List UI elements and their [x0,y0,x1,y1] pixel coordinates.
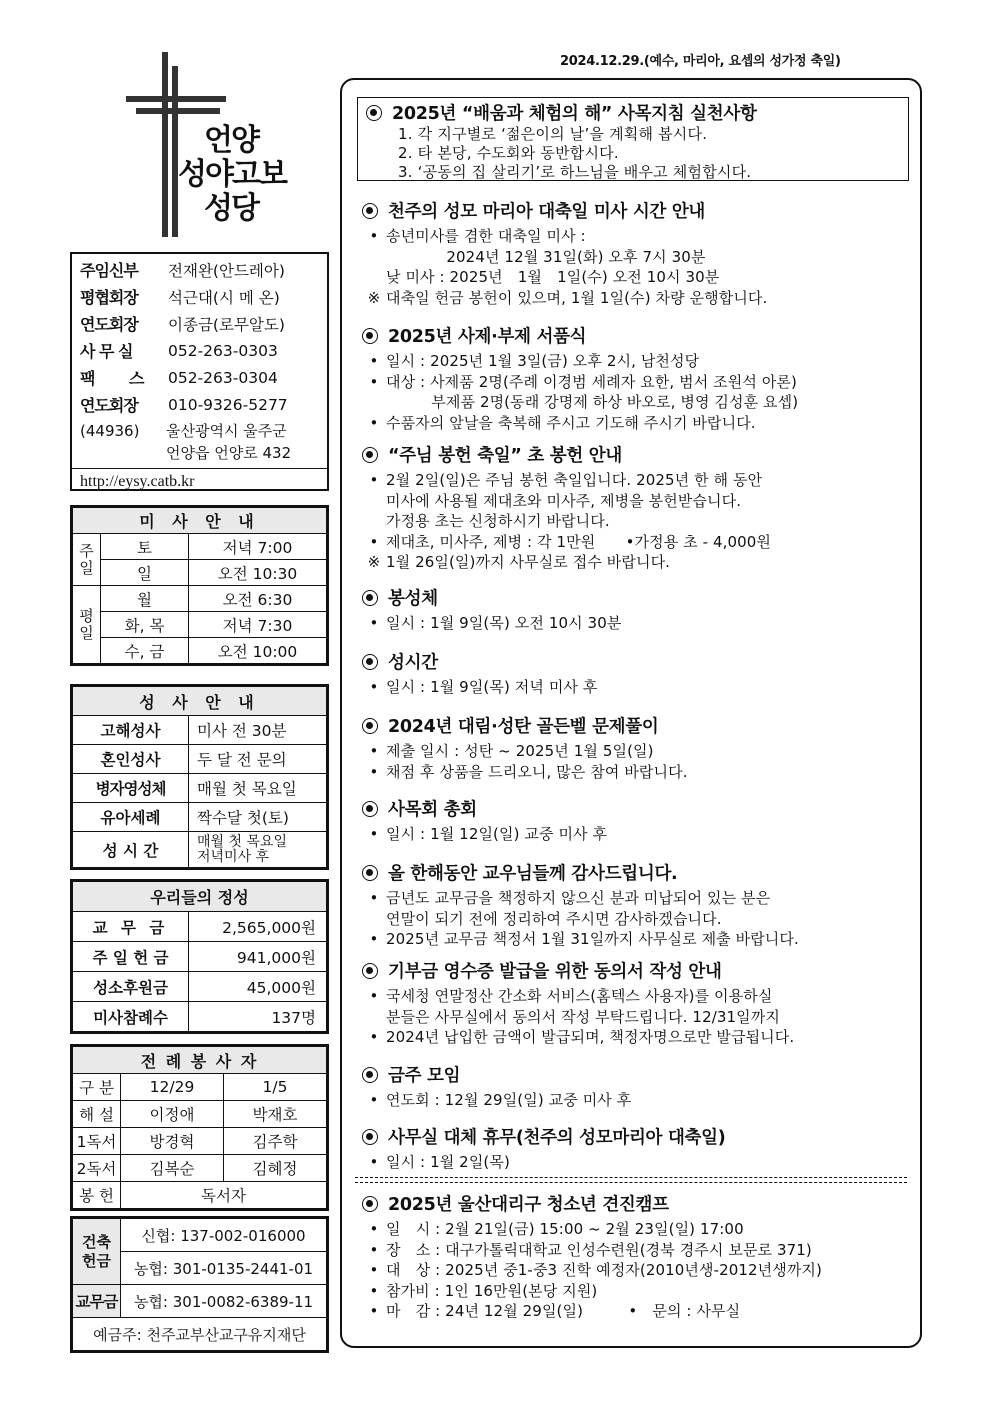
line-text: 대상 : 사제품 2명(주례 이경범 세례자 요한, 범서 조원석 아론) [386,372,797,391]
info-row [80,391,319,418]
notice-section [362,585,917,634]
section-heading [362,1124,917,1149]
mass-day: 월 [101,586,189,612]
logo-line-3: 성당 [204,191,258,226]
mass-day: 수, 금 [101,638,189,664]
sacrament-name: 병자영성체 [73,774,189,803]
line-bullet: • [369,1281,379,1300]
mass-time: 오전 10:30 [189,560,327,586]
mass-day: 화, 목 [101,612,189,638]
servers-title: 전 례 봉 사 자 [73,1047,327,1074]
line-text: 대축일 헌금 봉헌이 있으며, 1월 1일(수) 차량 운행합니다. [386,288,768,307]
line-text: 가정용 초는 신청하시기 바랍니다. [386,512,610,530]
server-name: 김혜정 [224,1155,327,1182]
notice-section [362,958,917,1048]
notice-line [362,1007,917,1028]
notice-section [362,1124,917,1173]
line-bullet: • [369,227,379,245]
offering-name: 성소후원금 [73,972,189,1002]
offerings-title: 우리들의 정성 [73,882,327,912]
building-fund-label: 건축헌금 [73,1219,121,1285]
line-bullet: • [369,413,379,432]
info-key: 연도회장 [80,315,138,334]
line-bullet: • [369,987,379,1005]
sacrament-name: 고해성사 [73,716,189,745]
line-text: 송년미사를 겸한 대축일 미사 : [386,227,586,245]
section-title: “주님 봉헌 축일” 초 봉헌 안내 [388,446,623,466]
notice-section [362,796,917,845]
server-name: 독서자 [121,1182,327,1209]
notice-line [362,532,917,553]
offering-amount: 2,565,000원 [189,912,327,942]
notice-line [362,1152,917,1173]
bullet-circle-icon [362,1129,378,1145]
parish-info-box [70,252,329,491]
offerings-table [70,879,329,1034]
info-key: 사 무 실 [80,342,133,361]
sacrament-name: 성 시 간 [73,832,189,868]
sacrament-time: 짝수달 첫(토) [189,803,327,832]
notice-line [362,288,917,309]
bank-account: 농협: 301-0082-6389-11 [121,1285,327,1318]
tithe-label: 교무금 [73,1285,121,1318]
address-line-2: 언양읍 언양로 432 [166,444,292,462]
line-bullet: • [369,930,379,948]
line-bullet: • [369,1028,379,1046]
info-row [80,337,319,364]
section-heading [362,198,917,223]
bullet-circle-icon [362,963,378,979]
section-heading [362,860,917,885]
sacrament-time: 두 달 전 문의 [189,745,327,774]
line-text: 연말이 되기 전에 정리하여 주시면 감사하겠습니다. [386,909,722,928]
line-bullet: • [369,1261,379,1279]
info-value: 이종금(로무알도) [168,315,285,334]
info-key: 주임신부 [80,261,138,280]
sacrament-name: 유아세례 [73,803,189,832]
info-value: 전재완(안드레아) [168,261,285,280]
mass-day: 일 [101,560,189,586]
section-title: 기부금 영수증 발급을 위한 동의서 작성 안내 [388,962,722,982]
line-text: 낮 미사 : 2025년 1월 1일(수) 오전 10시 30분 [386,268,720,286]
notice-line [362,762,917,783]
guideline-item: 3. ‘공동의 집 살리기’로 하느님을 배우고 체험합시다. [398,163,752,181]
pastoral-guideline-box [357,97,909,181]
notice-section [362,198,917,308]
address-line-1: 울산광역시 울주군 [166,422,287,440]
notice-section [362,1191,917,1322]
bullet-circle-icon [362,1067,378,1083]
section-heading [362,323,917,348]
section-heading [362,958,917,983]
info-value: 052-263-0304 [168,368,278,387]
divider [355,1177,907,1178]
bullet-circle-icon [362,590,378,606]
line-text: 장 소 : 대구가톨릭대학교 인성수련원(경북 경주시 보문로 371) [386,1240,812,1259]
sacrament-time: 미사 전 30분 [189,716,327,745]
line-bullet: • [369,678,379,696]
section-heading [362,796,917,821]
section-heading [362,442,917,467]
line-bullet: • [369,742,379,760]
line-text: 일시 : 1월 2일(목) [386,1153,510,1171]
notice-section [362,713,917,782]
info-row [80,310,319,337]
line-text: 참가비 : 1인 16만원(본당 지원) [386,1281,598,1300]
notice-line [362,1219,917,1240]
notice-line [362,986,917,1007]
line-text: 2024년 12월 31일(화) 오후 7시 30분 [386,247,706,266]
notice-line [362,372,917,393]
line-bullet [362,267,386,288]
line-bullet [362,909,386,930]
offering-amount: 45,000원 [189,972,327,1002]
bullet-circle-icon [362,654,378,670]
notice-line [362,1260,917,1281]
line-bullet: • [369,1302,379,1320]
mass-time: 저녁 7:00 [189,534,327,560]
liturgy-servers-table [70,1044,329,1211]
offering-name: 미사참례수 [73,1002,189,1032]
bullet-circle-icon [362,447,378,463]
notice-line [362,491,917,512]
bullet-circle-icon [362,718,378,734]
line-bullet: ※ [367,553,381,571]
server-name: 박재호 [224,1101,327,1128]
line-bullet: • [369,1153,379,1171]
info-key: 평협회장 [80,288,138,307]
section-heading [366,100,908,125]
servers-header: 구 분 [73,1074,121,1101]
server-name: 김주학 [224,1128,327,1155]
guideline-title: 2025년 “배움과 체험의 해” 사목지침 실천사항 [392,104,757,124]
line-bullet: • [369,352,379,370]
notice-line [362,909,917,930]
line-text: 일시 : 1월 12일(일) 교중 미사 후 [386,825,608,843]
offering-name: 교 무 금 [73,912,189,942]
notice-section [362,323,917,433]
line-text: 국세청 연말정산 간소화 서비스(홈텍스 사용자)를 이용하실 [386,987,773,1005]
notice-line [362,511,917,532]
notice-line [362,1027,917,1048]
section-title: 2024년 대림·성탄 골든벨 문제풀이 [388,717,659,737]
bullet-circle-icon [362,328,378,344]
line-text: 마 감 : 24년 12월 29일(일) • 문의 : 사무실 [386,1302,741,1320]
line-text: 연도회 : 12월 29일(일) 교중 미사 후 [386,1091,632,1109]
sacrament-name: 혼인성사 [73,745,189,774]
account-holder: 예금주: 천주교부산교구유지재단 [73,1318,327,1351]
line-bullet: • [369,889,379,907]
line-bullet: • [369,1220,379,1238]
line-bullet: ※ [367,288,381,307]
notice-section [362,1062,917,1111]
divider [355,1182,907,1183]
logo-line-1: 언양 [204,123,258,158]
section-heading [362,1062,917,1087]
notice-line [362,470,917,491]
line-text: 일시 : 2025년 1월 3일(금) 오후 2시, 남천성당 [386,352,700,370]
notice-line [362,413,917,434]
notice-section [362,442,917,573]
line-text: 2월 2일(일)은 주님 봉헌 축일입니다. 2025년 한 해 동안 [386,471,763,489]
mass-time: 저녁 7:30 [189,612,327,638]
sacrament-time-2: 저녁미사 후 [197,848,270,865]
section-title: 천주의 성모 마리아 대축일 미사 시간 안내 [388,202,706,222]
bullet-circle-icon [362,801,378,817]
notice-line [362,392,917,413]
bullet-circle-icon [362,203,378,219]
server-role: 1독서 [73,1128,121,1155]
section-title: 2025년 사제·부제 서품식 [388,327,587,347]
mass-time: 오전 10:00 [189,638,327,664]
notice-line [362,824,917,845]
info-key: 연도회장 [80,396,138,415]
notice-line [362,267,917,288]
section-title: 성시간 [388,653,438,673]
weekday-label: 평일 [73,586,101,664]
info-value: 010-9326-5277 [168,395,288,414]
notice-line [362,1090,917,1111]
line-text: 부제품 2명(동래 강명제 하상 바오로, 병영 김성훈 요셉) [386,393,799,411]
info-row [80,364,319,391]
line-text: 일시 : 1월 9일(목) 오전 10시 30분 [386,614,622,632]
section-title: 올 한해동안 교우님들께 감사드립니다. [388,864,678,884]
info-key: 팩 스 [80,369,159,388]
line-text: 제대초, 미사주, 제병 : 각 1만원 •가정용 초 - 4,000원 [386,532,772,551]
zip-code: (44936) [80,422,140,440]
mass-day: 토 [101,534,189,560]
section-title: 사무실 대체 휴무(천주의 성모마리아 대축일) [388,1128,726,1148]
server-role: 2독서 [73,1155,121,1182]
line-text: 2025년 교무금 책정서 1월 31일까지 사무실로 제출 바랍니다. [386,930,799,948]
notice-section [362,860,917,950]
section-heading [362,585,917,610]
bullet-circle-icon [362,1196,378,1212]
line-text: 2024년 납입한 금액이 발급되며, 책정자명으로만 발급됩니다. [386,1028,795,1046]
sacrament-schedule [70,684,329,870]
section-title: 금주 모임 [388,1066,461,1086]
offering-name: 주 일 헌 금 [73,942,189,972]
bank-account: 신협: 137-002-016000 [121,1219,327,1252]
guideline-item: 2. 타 본당, 수도회와 동반합시다. [398,144,619,162]
info-row [80,256,319,283]
mass-time: 오전 6:30 [189,586,327,612]
bullet-circle-icon [366,105,382,121]
line-text: 제출 일시 : 성탄 ~ 2025년 1월 5일(일) [386,742,654,760]
notice-line [362,351,917,372]
line-bullet [362,1007,386,1028]
line-bullet: • [369,825,379,843]
server-name: 이정애 [121,1101,224,1128]
section-heading [362,713,917,738]
info-value: 석근대(시 메 온) [168,288,280,307]
notice-line [362,247,917,268]
line-bullet [362,392,386,413]
parish-logo [122,52,322,242]
line-text: 수품자의 앞날을 축복해 주시고 기도해 주시기 바랍니다. [386,413,756,432]
line-bullet: • [369,614,379,632]
section-heading [362,649,917,674]
section-heading [362,1191,917,1216]
offering-amount: 137명 [189,1002,327,1032]
line-bullet: • [369,471,379,489]
section-title: 2025년 울산대리구 청소년 견진캠프 [388,1195,669,1215]
server-name: 방경혁 [121,1128,224,1155]
line-text: 1월 26일(일)까지 사무실로 접수 바랍니다. [386,553,671,571]
info-row [80,283,319,310]
line-bullet: • [369,532,379,551]
bank-account: 농협: 301-0135-2441-01 [121,1252,327,1285]
sacrament-time: 매월 첫 목요일 [189,774,327,803]
notice-section [362,649,917,698]
line-bullet [362,491,386,512]
website-link[interactable]: http://eysy.catb.kr [72,468,327,491]
line-bullet: • [369,372,379,391]
sacrament-time: 매월 첫 목요일 [197,833,288,850]
line-text: 일 시 : 2월 21일(금) 15:00 ~ 2월 23일(일) 17:00 [386,1220,744,1238]
section-title: 사목회 총회 [388,800,477,820]
sacrament-title: 성 사 안 내 [73,687,327,716]
server-role: 해 설 [73,1101,121,1128]
offering-amount: 941,000원 [189,942,327,972]
line-bullet: • [369,762,379,781]
servers-header: 12/29 [121,1074,224,1101]
notice-line [362,552,917,573]
notice-line [362,613,917,634]
line-bullet [362,247,386,268]
notice-line [362,226,917,247]
servers-header: 1/5 [224,1074,327,1101]
mass-schedule [70,505,329,666]
line-bullet [362,511,386,532]
line-text: 채점 후 상품을 드리오니, 많은 참여 바랍니다. [386,762,688,781]
notice-line [362,1301,917,1322]
notice-line [362,1281,917,1302]
logo-line-2: 성야고보 [178,157,286,192]
server-role: 봉 헌 [73,1182,121,1209]
notice-line [362,929,917,950]
line-bullet: • [369,1240,379,1259]
bank-accounts [70,1216,329,1353]
section-title: 봉성체 [388,589,438,609]
line-text: 미사에 사용될 제대초와 미사주, 제병을 봉헌받습니다. [386,491,742,510]
line-text: 대 상 : 2025년 중1-중3 진학 예정자(2010년생-2012년생까지) [386,1261,822,1279]
sunday-label: 주일 [73,534,101,586]
notice-line [362,741,917,762]
server-name: 김복순 [121,1155,224,1182]
notice-line [362,677,917,698]
line-text: 금년도 교무금을 책정하지 않으신 분과 미납되어 있는 분은 [386,889,771,907]
address [80,420,319,464]
line-bullet: • [369,1091,379,1109]
info-value: 052-263-0303 [168,341,278,360]
line-text: 분들은 사무실에서 동의서 작성 부탁드립니다. 12/31일까지 [386,1007,780,1026]
guideline-item: 1. 각 지구별로 ‘젊은이의 날’을 계획해 봅시다. [398,125,708,143]
line-text: 일시 : 1월 9일(목) 저녁 미사 후 [386,678,598,696]
notice-line [362,1240,917,1261]
bulletin-date: 2024.12.29.(예수, 마리아, 요셉의 성가정 축일) [560,54,841,69]
notice-line [362,888,917,909]
bullet-circle-icon [362,865,378,881]
mass-title: 미 사 안 내 [73,508,327,534]
